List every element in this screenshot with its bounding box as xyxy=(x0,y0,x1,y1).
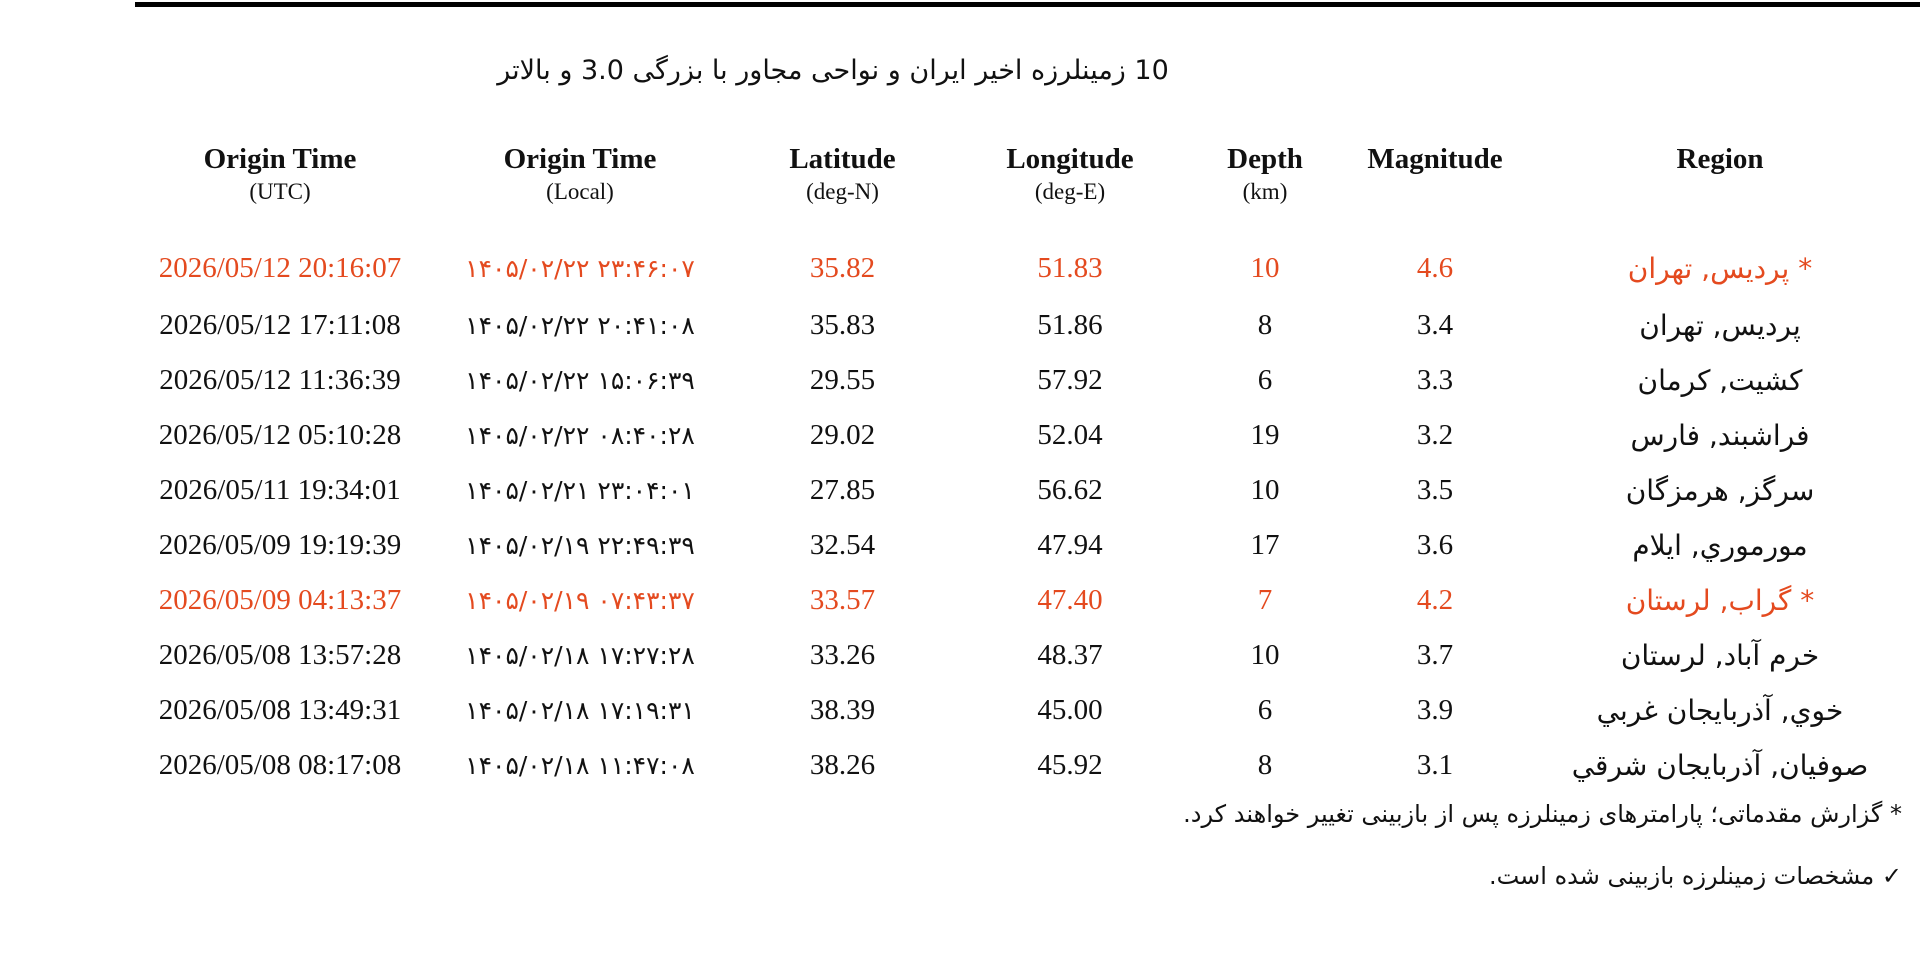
magnitude-cell: 3.4 xyxy=(1416,309,1454,341)
origin-time-local-cell: ۱۴۰۵/۰۲/۲۲ ۲۳:۴۶:۰۷ xyxy=(465,253,695,283)
origin-time-local-cell: ۱۴۰۵/۰۲/۱۹ ۰۷:۴۳:۳۷ xyxy=(465,586,695,615)
longitude-cell: 45.00 xyxy=(1037,694,1103,726)
origin-time-utc-cell: 2026/05/08 13:49:31 xyxy=(158,694,402,726)
origin-time-utc-cell: 2026/05/11 19:34:01 xyxy=(159,474,401,506)
longitude-cell: 45.92 xyxy=(1037,749,1103,781)
longitude-cell: 57.92 xyxy=(1037,364,1103,396)
origin-time-local-cell: ۱۴۰۵/۰۲/۲۲ ۱۵:۰۶:۳۹ xyxy=(465,366,695,395)
longitude-cell: 47.94 xyxy=(1037,529,1103,561)
magnitude-cell: 3.5 xyxy=(1416,474,1454,506)
depth-cell: 6 xyxy=(1257,364,1273,396)
magnitude-cell: 3.7 xyxy=(1416,639,1454,671)
latitude-cell: 38.26 xyxy=(809,749,876,781)
region-cell: * گراب, لرستان xyxy=(1625,584,1815,617)
origin-time-local-cell: ۱۴۰۵/۰۲/۱۸ ۱۷:۱۹:۳۱ xyxy=(465,696,695,725)
table-row xyxy=(135,573,1910,628)
region-cell: * پردیس, تهران xyxy=(1627,251,1813,285)
header-origin-time-utc: Origin Time (UTC) xyxy=(203,143,357,204)
top-divider xyxy=(135,2,1920,7)
region-cell: خوي, آذربايجان غربي xyxy=(1596,694,1844,727)
header-region: Region xyxy=(1676,143,1764,175)
header-latitude: Latitude (deg-N) xyxy=(789,143,896,204)
earthquake-table xyxy=(135,140,1910,793)
latitude-cell: 38.39 xyxy=(809,694,876,726)
origin-time-local-cell: ۱۴۰۵/۰۲/۲۱ ۲۳:۰۴:۰۱ xyxy=(465,476,695,505)
magnitude-cell: 4.6 xyxy=(1416,251,1454,284)
longitude-cell: 51.83 xyxy=(1037,251,1103,284)
longitude-cell: 47.40 xyxy=(1037,584,1103,616)
magnitude-cell: 3.1 xyxy=(1416,749,1454,781)
depth-cell: 19 xyxy=(1250,419,1280,451)
table-row xyxy=(135,298,1910,353)
header-magnitude: Magnitude xyxy=(1367,143,1503,175)
latitude-cell: 27.85 xyxy=(809,474,876,506)
region-cell: فراشبند, فارس xyxy=(1630,419,1810,452)
table-row xyxy=(135,738,1910,793)
table-row xyxy=(135,463,1910,518)
depth-cell: 17 xyxy=(1250,529,1280,561)
latitude-cell: 33.26 xyxy=(809,639,876,671)
magnitude-cell: 4.2 xyxy=(1416,584,1454,616)
origin-time-utc-cell: 2026/05/09 19:19:39 xyxy=(158,529,402,561)
depth-cell: 7 xyxy=(1257,584,1273,616)
region-cell: پردیس, تهران xyxy=(1639,309,1801,342)
latitude-cell: 35.83 xyxy=(809,309,876,341)
table-row xyxy=(135,353,1910,408)
depth-cell: 10 xyxy=(1250,639,1280,671)
longitude-cell: 48.37 xyxy=(1037,639,1103,671)
origin-time-local-cell: ۱۴۰۵/۰۲/۲۲ ۲۰:۴۱:۰۸ xyxy=(465,311,695,340)
origin-time-utc-cell: 2026/05/08 08:17:08 xyxy=(158,749,402,781)
origin-time-utc-cell: 2026/05/12 17:11:08 xyxy=(159,309,401,341)
region-cell: سرگز, هرمزگان xyxy=(1625,474,1815,507)
origin-time-utc-cell: 2026/05/12 05:10:28 xyxy=(158,419,402,451)
latitude-cell: 35.82 xyxy=(809,251,876,284)
table-header-row xyxy=(135,140,1910,230)
table-row xyxy=(135,518,1910,573)
table-row xyxy=(135,408,1910,463)
origin-time-utc-cell: 2026/05/08 13:57:28 xyxy=(158,639,402,671)
table-row xyxy=(135,683,1910,738)
depth-cell: 6 xyxy=(1257,694,1273,726)
table-body xyxy=(135,230,1910,793)
reviewed-note: ✓ مشخصات زمینلرزه بازبینی شده است. xyxy=(1488,862,1902,890)
region-cell: خرم آباد, لرستان xyxy=(1620,639,1820,672)
depth-cell: 10 xyxy=(1250,251,1280,284)
latitude-cell: 29.02 xyxy=(809,419,876,451)
longitude-cell: 56.62 xyxy=(1037,474,1103,506)
latitude-cell: 32.54 xyxy=(809,529,876,561)
magnitude-cell: 3.6 xyxy=(1416,529,1454,561)
header-depth: Depth (km) xyxy=(1227,143,1303,204)
magnitude-cell: 3.3 xyxy=(1416,364,1454,396)
page-title: 10 زمینلرزه اخیر ایران و نواحی مجاور با بزرگی 3.0 و بالاتر xyxy=(497,55,1169,86)
origin-time-local-cell: ۱۴۰۵/۰۲/۱۸ ۱۷:۲۷:۲۸ xyxy=(465,641,695,670)
origin-time-utc-cell: 2026/05/12 11:36:39 xyxy=(159,364,401,396)
longitude-cell: 52.04 xyxy=(1037,419,1103,451)
depth-cell: 10 xyxy=(1250,474,1280,506)
region-cell: مورموري, ايلام xyxy=(1632,529,1808,562)
origin-time-local-cell: ۱۴۰۵/۰۲/۲۲ ۰۸:۴۰:۲۸ xyxy=(465,421,695,450)
table-row xyxy=(135,230,1910,298)
header-longitude: Longitude (deg-E) xyxy=(1006,143,1134,204)
latitude-cell: 33.57 xyxy=(809,584,876,616)
latitude-cell: 29.55 xyxy=(809,364,876,396)
table-row xyxy=(135,628,1910,683)
region-cell: کشیت, کرمان xyxy=(1637,364,1803,397)
origin-time-utc-cell: 2026/05/12 20:16:07 xyxy=(158,251,402,284)
origin-time-local-cell: ۱۴۰۵/۰۲/۱۹ ۲۲:۴۹:۳۹ xyxy=(465,531,695,560)
magnitude-cell: 3.9 xyxy=(1416,694,1454,726)
magnitude-cell: 3.2 xyxy=(1416,419,1454,451)
header-origin-time-local: Origin Time (Local) xyxy=(503,143,657,204)
origin-time-local-cell: ۱۴۰۵/۰۲/۱۸ ۱۱:۴۷:۰۸ xyxy=(465,751,695,780)
longitude-cell: 51.86 xyxy=(1037,309,1103,341)
origin-time-utc-cell: 2026/05/09 04:13:37 xyxy=(158,584,402,616)
depth-cell: 8 xyxy=(1257,749,1273,781)
depth-cell: 8 xyxy=(1257,309,1273,341)
region-cell: صوفيان, آذربايجان شرقي xyxy=(1571,749,1869,782)
preliminary-note: * گزارش مقدماتی؛ پارامترهای زمینلرزه پس از بازبینی تغییر خواهند کرد. xyxy=(1183,800,1902,828)
